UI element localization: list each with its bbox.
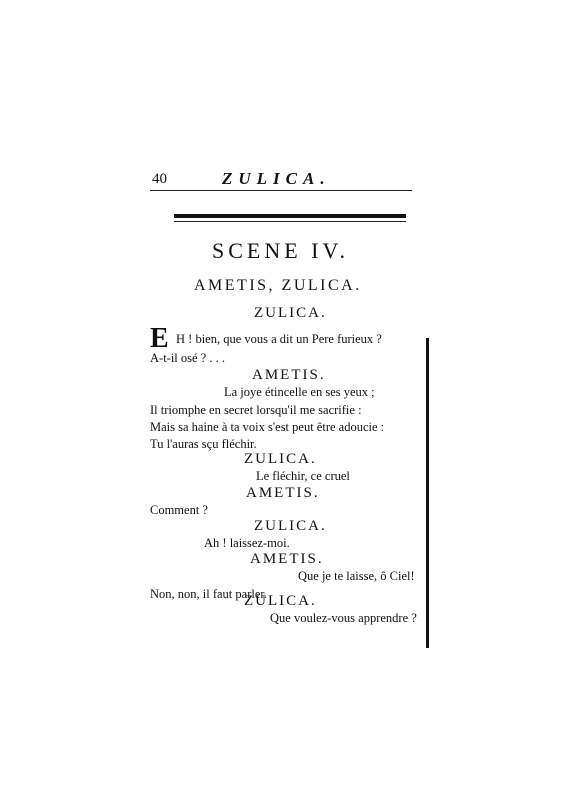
- scene-characters: AMETIS, ZULICA.: [194, 277, 362, 294]
- verse-line: Que voulez-vous apprendre ?: [270, 611, 417, 625]
- verse-line: Comment ?: [150, 503, 208, 517]
- speaker-label: ZULICA.: [254, 305, 327, 321]
- speaker-label: ZULICA.: [254, 518, 327, 534]
- verse-line: A-t-il osé ? . . .: [150, 351, 225, 365]
- speaker-label: ZULICA.: [244, 451, 317, 467]
- verse-line: Non, non, il faut parler.: [150, 587, 267, 601]
- verse-line: Tu l'auras sçu fléchir.: [150, 437, 257, 451]
- header-rule: [150, 190, 412, 191]
- verse-line: Le fléchir, ce cruel: [256, 469, 350, 483]
- verse-line: La joye étincelle en ses yeux ;: [224, 385, 375, 399]
- page-number: 40: [152, 171, 167, 187]
- verse-line: Ah ! laissez-moi.: [204, 536, 290, 550]
- verse-line: Que je te laisse, ô Ciel!: [298, 569, 415, 583]
- speaker-label: AMETIS.: [246, 485, 320, 501]
- verse-line: Il triomphe en secret lorsqu'il me sacrifie :: [150, 403, 362, 417]
- speaker-label: ZULICA.: [244, 593, 317, 609]
- margin-bar: [426, 338, 429, 648]
- speaker-label: AMETIS.: [252, 367, 326, 383]
- ornamental-rule: [174, 214, 406, 218]
- verse-line: Mais sa haine à ta voix s'est peut être adoucie :: [150, 420, 385, 434]
- scene-title: SCENE IV.: [212, 238, 350, 263]
- verse-line: H ! bien, que vous a dit un Pere furieux ?: [176, 332, 382, 346]
- speaker-label: AMETIS.: [250, 551, 324, 567]
- drop-cap: E: [150, 323, 169, 354]
- running-title: ZULICA.: [222, 169, 331, 188]
- ornamental-rule-thin: [174, 221, 406, 222]
